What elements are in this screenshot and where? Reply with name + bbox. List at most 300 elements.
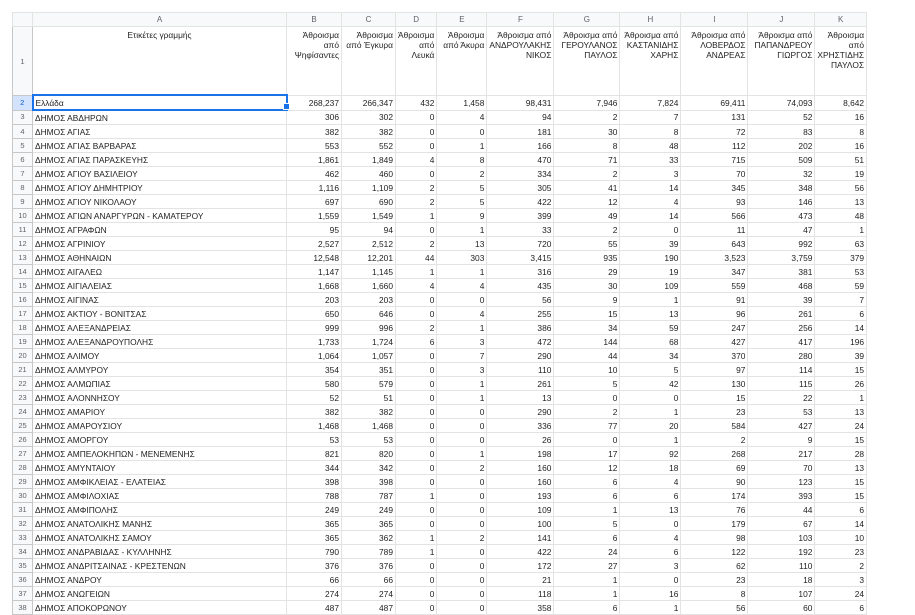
value-cell[interactable]: 790 [287, 545, 342, 559]
value-cell[interactable]: 12,548 [287, 251, 342, 265]
value-cell[interactable]: 174 [681, 489, 748, 503]
value-cell[interactable]: 68 [620, 335, 681, 349]
value-cell[interactable]: 4 [396, 153, 437, 167]
value-cell[interactable]: 7 [437, 349, 487, 363]
value-cell[interactable]: 306 [287, 110, 342, 125]
value-cell[interactable]: 0 [437, 559, 487, 573]
value-cell[interactable]: 52 [748, 110, 815, 125]
value-cell[interactable]: 2 [554, 167, 620, 181]
value-cell[interactable]: 2,527 [287, 237, 342, 251]
value-cell[interactable]: 1 [437, 139, 487, 153]
row-label-cell[interactable]: ΔΗΜΟΣ ΑΚΤΙΟΥ - ΒΟΝΙΤΣΑΣ [33, 307, 287, 321]
value-cell[interactable]: 821 [287, 447, 342, 461]
value-cell[interactable]: 0 [554, 433, 620, 447]
value-cell[interactable]: 249 [342, 503, 396, 517]
column-header-g[interactable]: G [554, 13, 620, 27]
value-cell[interactable]: 256 [748, 321, 815, 335]
value-cell[interactable]: 398 [342, 475, 396, 489]
row-label-cell[interactable]: ΔΗΜΟΣ ΑΙΓΙΑΛΕΙΑΣ [33, 279, 287, 293]
value-cell[interactable]: 6 [554, 489, 620, 503]
value-cell[interactable]: 2 [554, 223, 620, 237]
value-cell[interactable]: 2 [681, 433, 748, 447]
value-cell[interactable]: 358 [487, 601, 554, 615]
value-cell[interactable]: 266,347 [342, 95, 396, 110]
value-cell[interactable]: 15 [554, 307, 620, 321]
value-cell[interactable]: 0 [437, 125, 487, 139]
value-cell[interactable]: 0 [620, 223, 681, 237]
sum-header-cell[interactable]: Άθροισμα από ΧΡΗΣΤΙΔΗΣ ΠΑΥΛΟΣ [815, 27, 867, 96]
value-cell[interactable]: 8 [620, 125, 681, 139]
value-cell[interactable]: 354 [287, 363, 342, 377]
column-header-e[interactable]: E [437, 13, 487, 27]
value-cell[interactable]: 52 [287, 391, 342, 405]
value-cell[interactable]: 60 [748, 601, 815, 615]
row-header[interactable]: 10 [13, 209, 33, 223]
value-cell[interactable]: 580 [287, 377, 342, 391]
value-cell[interactable]: 1 [437, 391, 487, 405]
sum-header-cell[interactable]: Άθροισμα από ΠΑΠΑΝΔΡΕΟΥ ΓΙΩΡΓΟΣ [748, 27, 815, 96]
value-cell[interactable]: 5 [554, 517, 620, 531]
column-header-h[interactable]: H [620, 13, 681, 27]
row-label-cell[interactable]: ΔΗΜΟΣ ΑΝΑΤΟΛΙΚΗΣ ΣΑΜΟΥ [33, 531, 287, 545]
value-cell[interactable]: 460 [342, 167, 396, 181]
value-cell[interactable]: 1 [815, 223, 867, 237]
value-cell[interactable]: 26 [815, 377, 867, 391]
row-label-cell[interactable]: ΔΗΜΟΣ ΑΛΕΞΑΝΔΡΕΙΑΣ [33, 321, 287, 335]
row-label-cell[interactable]: ΔΗΜΟΣ ΑΓΙΩΝ ΑΝΑΡΓΥΡΩΝ - ΚΑΜΑΤΕΡΟΥ [33, 209, 287, 223]
value-cell[interactable]: 12 [554, 461, 620, 475]
row-label-cell[interactable]: ΔΗΜΟΣ ΑΛΙΜΟΥ [33, 349, 287, 363]
row-header[interactable]: 23 [13, 391, 33, 405]
value-cell[interactable]: 462 [287, 167, 342, 181]
row-label-cell[interactable]: ΔΗΜΟΣ ΑΓΙΟΥ ΝΙΚΟΛΑΟΥ [33, 195, 287, 209]
value-cell[interactable]: 472 [487, 335, 554, 349]
column-header-d[interactable]: D [396, 13, 437, 27]
value-cell[interactable]: 0 [396, 363, 437, 377]
value-cell[interactable]: 63 [815, 237, 867, 251]
value-cell[interactable]: 1 [437, 265, 487, 279]
value-cell[interactable]: 69,411 [681, 95, 748, 110]
value-cell[interactable]: 59 [815, 279, 867, 293]
value-cell[interactable]: 1 [396, 209, 437, 223]
value-cell[interactable]: 100 [487, 517, 554, 531]
value-cell[interactable]: 1 [620, 293, 681, 307]
value-cell[interactable]: 365 [287, 531, 342, 545]
value-cell[interactable]: 107 [748, 587, 815, 601]
value-cell[interactable]: 290 [487, 405, 554, 419]
value-cell[interactable]: 362 [342, 531, 396, 545]
value-cell[interactable]: 0 [396, 587, 437, 601]
selection-fill-handle[interactable] [283, 103, 290, 110]
value-cell[interactable]: 34 [554, 321, 620, 335]
sum-header-cell[interactable]: Άθροισμα από ΑΝΔΡΟΥΛΑΚΗΣ ΝΙΚΟΣ [487, 27, 554, 96]
row-labels-header-cell[interactable]: Ετικέτες γραμμής [33, 27, 287, 96]
value-cell[interactable]: 1,458 [437, 95, 487, 110]
value-cell[interactable]: 0 [396, 601, 437, 615]
value-cell[interactable]: 249 [287, 503, 342, 517]
value-cell[interactable]: 646 [342, 307, 396, 321]
value-cell[interactable]: 1 [815, 391, 867, 405]
value-cell[interactable]: 51 [815, 153, 867, 167]
value-cell[interactable]: 0 [396, 503, 437, 517]
value-cell[interactable]: 192 [748, 545, 815, 559]
value-cell[interactable]: 3 [815, 573, 867, 587]
value-cell[interactable]: 820 [342, 447, 396, 461]
value-cell[interactable]: 33 [487, 223, 554, 237]
value-cell[interactable]: 1,668 [287, 279, 342, 293]
value-cell[interactable]: 13 [815, 405, 867, 419]
value-cell[interactable]: 6 [815, 503, 867, 517]
value-cell[interactable]: 1,861 [287, 153, 342, 167]
value-cell[interactable]: 345 [681, 181, 748, 195]
value-cell[interactable]: 0 [396, 405, 437, 419]
value-cell[interactable]: 3,759 [748, 251, 815, 265]
value-cell[interactable]: 74,093 [748, 95, 815, 110]
value-cell[interactable]: 118 [487, 587, 554, 601]
value-cell[interactable]: 146 [748, 195, 815, 209]
value-cell[interactable]: 20 [620, 419, 681, 433]
value-cell[interactable]: 59 [620, 321, 681, 335]
value-cell[interactable]: 3 [437, 335, 487, 349]
value-cell[interactable]: 1,468 [287, 419, 342, 433]
value-cell[interactable]: 160 [487, 475, 554, 489]
value-cell[interactable]: 56 [815, 181, 867, 195]
row-header[interactable]: 8 [13, 181, 33, 195]
value-cell[interactable]: 302 [342, 110, 396, 125]
row-label-cell[interactable]: ΔΗΜΟΣ ΑΜΟΡΓΟΥ [33, 433, 287, 447]
value-cell[interactable]: 70 [681, 167, 748, 181]
value-cell[interactable]: 6 [554, 531, 620, 545]
row-label-cell[interactable]: ΔΗΜΟΣ ΑΜΦΙΚΛΕΙΑΣ - ΕΛΑΤΕΙΑΣ [33, 475, 287, 489]
value-cell[interactable]: 1 [437, 321, 487, 335]
value-cell[interactable]: 15 [681, 391, 748, 405]
value-cell[interactable]: 3,415 [487, 251, 554, 265]
value-cell[interactable]: 2,512 [342, 237, 396, 251]
value-cell[interactable]: 13 [620, 307, 681, 321]
value-cell[interactable]: 715 [681, 153, 748, 167]
value-cell[interactable]: 21 [487, 573, 554, 587]
value-cell[interactable]: 1 [554, 573, 620, 587]
value-cell[interactable]: 55 [554, 237, 620, 251]
value-cell[interactable]: 334 [487, 167, 554, 181]
value-cell[interactable]: 487 [287, 601, 342, 615]
column-header-f[interactable]: F [487, 13, 554, 27]
value-cell[interactable]: 261 [748, 307, 815, 321]
value-cell[interactable]: 53 [342, 433, 396, 447]
value-cell[interactable]: 1,116 [287, 181, 342, 195]
value-cell[interactable]: 23 [815, 545, 867, 559]
value-cell[interactable]: 427 [748, 419, 815, 433]
row-header[interactable]: 22 [13, 377, 33, 391]
row-label-cell[interactable]: ΔΗΜΟΣ ΑΝΔΡΑΒΙΔΑΣ - ΚΥΛΛΗΝΗΣ [33, 545, 287, 559]
value-cell[interactable]: 7,946 [554, 95, 620, 110]
value-cell[interactable]: 992 [748, 237, 815, 251]
value-cell[interactable]: 3 [620, 167, 681, 181]
value-cell[interactable]: 122 [681, 545, 748, 559]
row-header[interactable]: 31 [13, 503, 33, 517]
value-cell[interactable]: 19 [620, 265, 681, 279]
value-cell[interactable]: 166 [487, 139, 554, 153]
value-cell[interactable]: 27 [554, 559, 620, 573]
value-cell[interactable]: 10 [815, 531, 867, 545]
value-cell[interactable]: 34 [620, 349, 681, 363]
value-cell[interactable]: 1,849 [342, 153, 396, 167]
value-cell[interactable]: 1 [437, 447, 487, 461]
value-cell[interactable]: 427 [681, 335, 748, 349]
value-cell[interactable]: 1 [396, 531, 437, 545]
column-header-c[interactable]: C [342, 13, 396, 27]
value-cell[interactable]: 48 [620, 139, 681, 153]
value-cell[interactable]: 5 [620, 363, 681, 377]
value-cell[interactable]: 56 [681, 601, 748, 615]
value-cell[interactable]: 365 [287, 517, 342, 531]
value-cell[interactable]: 42 [620, 377, 681, 391]
value-cell[interactable]: 4 [437, 110, 487, 125]
value-cell[interactable]: 553 [287, 139, 342, 153]
value-cell[interactable]: 0 [396, 475, 437, 489]
row-header[interactable]: 1 [13, 27, 33, 96]
value-cell[interactable]: 0 [396, 167, 437, 181]
value-cell[interactable]: 41 [554, 181, 620, 195]
value-cell[interactable]: 2 [396, 321, 437, 335]
row-header[interactable]: 11 [13, 223, 33, 237]
value-cell[interactable]: 0 [396, 433, 437, 447]
row-header[interactable]: 28 [13, 461, 33, 475]
value-cell[interactable]: 0 [396, 125, 437, 139]
value-cell[interactable]: 720 [487, 237, 554, 251]
value-cell[interactable]: 131 [681, 110, 748, 125]
value-cell[interactable]: 8 [554, 139, 620, 153]
row-label-cell[interactable]: ΔΗΜΟΣ ΑΜΑΡΙΟΥ [33, 405, 287, 419]
value-cell[interactable]: 0 [437, 587, 487, 601]
value-cell[interactable]: 95 [287, 223, 342, 237]
value-cell[interactable]: 144 [554, 335, 620, 349]
value-cell[interactable]: 1 [620, 601, 681, 615]
value-cell[interactable]: 1 [437, 377, 487, 391]
value-cell[interactable]: 935 [554, 251, 620, 265]
value-cell[interactable]: 172 [487, 559, 554, 573]
row-header[interactable]: 20 [13, 349, 33, 363]
value-cell[interactable]: 261 [487, 377, 554, 391]
value-cell[interactable]: 4 [620, 475, 681, 489]
value-cell[interactable]: 1,064 [287, 349, 342, 363]
value-cell[interactable]: 697 [287, 195, 342, 209]
row-label-cell[interactable]: ΔΗΜΟΣ ΑΓΙΟΥ ΔΗΜΗΤΡΙΟΥ [33, 181, 287, 195]
value-cell[interactable]: 5 [554, 377, 620, 391]
sum-header-cell[interactable]: Άθροισμα από Λευκά [396, 27, 437, 96]
row-label-cell[interactable]: ΔΗΜΟΣ ΑΓΡΙΝΙΟΥ [33, 237, 287, 251]
value-cell[interactable]: 83 [748, 125, 815, 139]
value-cell[interactable]: 109 [620, 279, 681, 293]
row-label-cell[interactable]: ΔΗΜΟΣ ΑΝΑΤΟΛΙΚΗΣ ΜΑΝΗΣ [33, 517, 287, 531]
row-label-cell[interactable]: ΔΗΜΟΣ ΑΜΠΕΛΟΚΗΠΩΝ - ΜΕΝΕΜΕΝΗΣ [33, 447, 287, 461]
row-header[interactable]: 24 [13, 405, 33, 419]
value-cell[interactable]: 788 [287, 489, 342, 503]
value-cell[interactable]: 6 [815, 601, 867, 615]
row-header[interactable]: 18 [13, 321, 33, 335]
value-cell[interactable]: 2 [437, 461, 487, 475]
value-cell[interactable]: 26 [487, 433, 554, 447]
value-cell[interactable]: 33 [620, 153, 681, 167]
value-cell[interactable]: 0 [437, 601, 487, 615]
value-cell[interactable]: 97 [681, 363, 748, 377]
value-cell[interactable]: 98,431 [487, 95, 554, 110]
value-cell[interactable]: 382 [342, 125, 396, 139]
row-header[interactable]: 35 [13, 559, 33, 573]
value-cell[interactable]: 347 [681, 265, 748, 279]
value-cell[interactable]: 2 [437, 531, 487, 545]
value-cell[interactable]: 566 [681, 209, 748, 223]
value-cell[interactable]: 487 [342, 601, 396, 615]
value-cell[interactable]: 0 [396, 447, 437, 461]
value-cell[interactable]: 4 [437, 307, 487, 321]
value-cell[interactable]: 18 [748, 573, 815, 587]
value-cell[interactable]: 16 [620, 587, 681, 601]
value-cell[interactable]: 53 [815, 265, 867, 279]
value-cell[interactable]: 509 [748, 153, 815, 167]
row-header[interactable]: 16 [13, 293, 33, 307]
row-header[interactable]: 21 [13, 363, 33, 377]
row-label-cell[interactable]: ΔΗΜΟΣ ΑΛΟΝΝΗΣΟΥ [33, 391, 287, 405]
value-cell[interactable]: 1 [554, 503, 620, 517]
value-cell[interactable]: 16 [815, 139, 867, 153]
value-cell[interactable]: 268 [681, 447, 748, 461]
value-cell[interactable]: 381 [748, 265, 815, 279]
value-cell[interactable]: 0 [437, 503, 487, 517]
value-cell[interactable]: 579 [342, 377, 396, 391]
column-header-b[interactable]: B [287, 13, 342, 27]
row-label-cell[interactable]: ΔΗΜΟΣ ΑΜΑΡΟΥΣΙΟΥ [33, 419, 287, 433]
value-cell[interactable]: 643 [681, 237, 748, 251]
value-cell[interactable]: 71 [554, 153, 620, 167]
value-cell[interactable]: 22 [748, 391, 815, 405]
row-label-cell[interactable]: ΔΗΜΟΣ ΑΠΟΚΟΡΩΝΟΥ [33, 601, 287, 615]
value-cell[interactable]: 3 [437, 363, 487, 377]
value-cell[interactable]: 5 [437, 181, 487, 195]
value-cell[interactable]: 14 [815, 321, 867, 335]
value-cell[interactable]: 112 [681, 139, 748, 153]
value-cell[interactable]: 6 [620, 489, 681, 503]
column-header-a[interactable]: A [33, 13, 287, 27]
value-cell[interactable]: 1 [620, 405, 681, 419]
value-cell[interactable]: 13 [815, 461, 867, 475]
row-header[interactable]: 37 [13, 587, 33, 601]
value-cell[interactable]: 19 [815, 167, 867, 181]
value-cell[interactable]: 552 [342, 139, 396, 153]
value-cell[interactable]: 69 [681, 461, 748, 475]
value-cell[interactable]: 141 [487, 531, 554, 545]
value-cell[interactable]: 370 [681, 349, 748, 363]
value-cell[interactable]: 94 [487, 110, 554, 125]
value-cell[interactable]: 559 [681, 279, 748, 293]
value-cell[interactable]: 2 [396, 181, 437, 195]
value-cell[interactable]: 8 [437, 153, 487, 167]
row-label-cell[interactable]: ΔΗΜΟΣ ΑΝΩΓΕΙΩΝ [33, 587, 287, 601]
value-cell[interactable]: 15 [815, 475, 867, 489]
value-cell[interactable]: 24 [815, 587, 867, 601]
value-cell[interactable]: 29 [554, 265, 620, 279]
value-cell[interactable]: 386 [487, 321, 554, 335]
value-cell[interactable]: 0 [396, 391, 437, 405]
value-cell[interactable]: 8 [681, 587, 748, 601]
column-header-j[interactable]: J [748, 13, 815, 27]
value-cell[interactable]: 98 [681, 531, 748, 545]
value-cell[interactable]: 2 [554, 405, 620, 419]
value-cell[interactable]: 14 [620, 209, 681, 223]
value-cell[interactable]: 130 [681, 377, 748, 391]
row-label-cell[interactable]: ΔΗΜΟΣ ΑΒΔΗΡΩΝ [33, 110, 287, 125]
value-cell[interactable]: 15 [815, 433, 867, 447]
value-cell[interactable]: 202 [748, 139, 815, 153]
value-cell[interactable]: 51 [342, 391, 396, 405]
value-cell[interactable]: 470 [487, 153, 554, 167]
value-cell[interactable]: 650 [287, 307, 342, 321]
row-header[interactable]: 14 [13, 265, 33, 279]
value-cell[interactable]: 1 [437, 223, 487, 237]
value-cell[interactable]: 1,559 [287, 209, 342, 223]
value-cell[interactable]: 348 [748, 181, 815, 195]
value-cell[interactable]: 62 [681, 559, 748, 573]
row-header[interactable]: 33 [13, 531, 33, 545]
value-cell[interactable]: 9 [748, 433, 815, 447]
value-cell[interactable]: 0 [437, 489, 487, 503]
value-cell[interactable]: 0 [396, 110, 437, 125]
value-cell[interactable]: 787 [342, 489, 396, 503]
value-cell[interactable]: 2 [554, 110, 620, 125]
value-cell[interactable]: 8,642 [815, 95, 867, 110]
value-cell[interactable]: 393 [748, 489, 815, 503]
value-cell[interactable]: 44 [748, 503, 815, 517]
value-cell[interactable]: 0 [620, 517, 681, 531]
value-cell[interactable]: 0 [396, 419, 437, 433]
value-cell[interactable]: 268,237 [287, 95, 342, 110]
value-cell[interactable]: 7 [620, 110, 681, 125]
row-label-cell[interactable]: ΔΗΜΟΣ ΑΓΙΑΣ ΒΑΡΒΑΡΑΣ [33, 139, 287, 153]
sum-header-cell[interactable]: Άθροισμα από Ψηφίσαντες [287, 27, 342, 96]
value-cell[interactable]: 181 [487, 125, 554, 139]
value-cell[interactable]: 399 [487, 209, 554, 223]
row-header[interactable]: 13 [13, 251, 33, 265]
row-label-cell[interactable]: ΔΗΜΟΣ ΑΛΜΩΠΙΑΣ [33, 377, 287, 391]
value-cell[interactable]: 468 [748, 279, 815, 293]
value-cell[interactable]: 0 [396, 139, 437, 153]
value-cell[interactable]: 2 [396, 237, 437, 251]
value-cell[interactable]: 417 [748, 335, 815, 349]
row-label-cell[interactable]: ΔΗΜΟΣ ΑΘΗΝΑΙΩΝ [33, 251, 287, 265]
sum-header-cell[interactable]: Άθροισμα από ΚΑΣΤΑΝΙΔΗΣ ΧΑΡΗΣ [620, 27, 681, 96]
value-cell[interactable]: 160 [487, 461, 554, 475]
value-cell[interactable]: 11 [681, 223, 748, 237]
value-cell[interactable]: 274 [342, 587, 396, 601]
value-cell[interactable]: 9 [554, 293, 620, 307]
value-cell[interactable]: 432 [396, 95, 437, 110]
row-header[interactable]: 27 [13, 447, 33, 461]
value-cell[interactable]: 198 [487, 447, 554, 461]
row-header[interactable]: 17 [13, 307, 33, 321]
value-cell[interactable]: 1,733 [287, 335, 342, 349]
value-cell[interactable]: 303 [437, 251, 487, 265]
row-header[interactable]: 25 [13, 419, 33, 433]
value-cell[interactable]: 123 [748, 475, 815, 489]
value-cell[interactable]: 4 [437, 279, 487, 293]
value-cell[interactable]: 0 [396, 573, 437, 587]
value-cell[interactable]: 203 [287, 293, 342, 307]
value-cell[interactable]: 47 [748, 223, 815, 237]
value-cell[interactable]: 17 [554, 447, 620, 461]
value-cell[interactable]: 32 [748, 167, 815, 181]
sum-header-cell[interactable]: Άθροισμα από ΓΕΡΟΥΛΑΝΟΣ ΠΑΥΛΟΣ [554, 27, 620, 96]
row-label-cell[interactable]: Ελλάδα [33, 95, 287, 110]
